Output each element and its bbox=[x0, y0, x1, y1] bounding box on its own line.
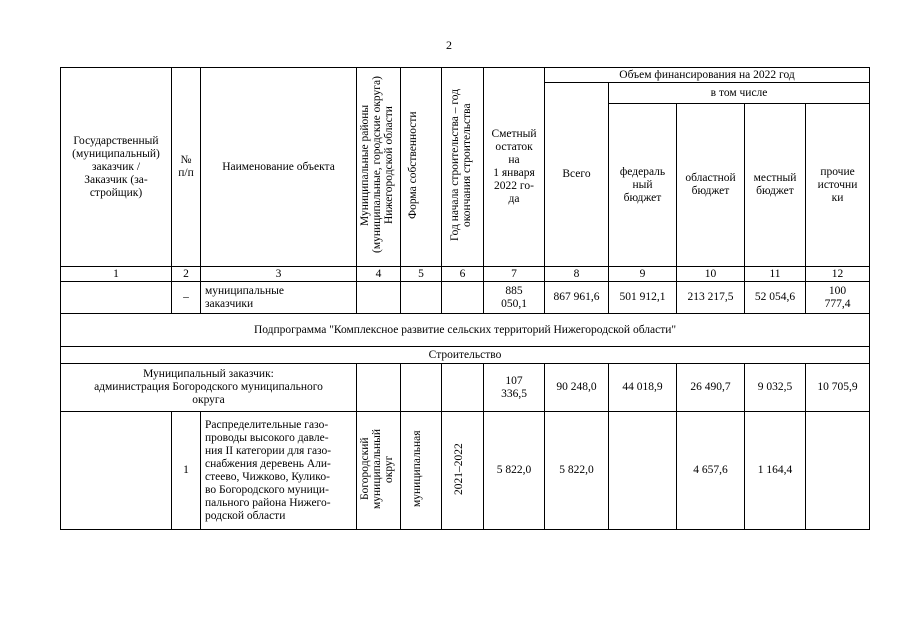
federal-value: 501 912,1 bbox=[609, 282, 677, 314]
header-number: № п/п bbox=[172, 68, 201, 267]
regional-value: 4 657,6 bbox=[677, 412, 745, 530]
column-number: 2 bbox=[172, 267, 201, 282]
column-numbers-row bbox=[61, 267, 870, 282]
other-value bbox=[806, 412, 870, 530]
header-local: местный бюджет bbox=[745, 104, 806, 267]
column-number: 11 bbox=[745, 267, 806, 282]
header-customer: Государственный (муниципальный) заказчик / Заказчик (за- стройщик) bbox=[61, 68, 172, 267]
column-number: 5 bbox=[401, 267, 442, 282]
header-federal: федераль ный бюджет bbox=[609, 104, 677, 267]
header-districts: Муниципальные районы (муниципальные, городские округа) Нижегородской области bbox=[357, 68, 401, 267]
column-number: 9 bbox=[609, 267, 677, 282]
other-value: 100 777,4 bbox=[806, 282, 870, 314]
header-regional: областной бюджет bbox=[677, 104, 745, 267]
section-title: Строительство bbox=[61, 347, 870, 364]
estimate-value: 885 050,1 bbox=[484, 282, 545, 314]
header-estimate: Сметный остаток на 1 января 2022 го- да bbox=[484, 68, 545, 267]
column-number: 12 bbox=[806, 267, 870, 282]
table-cell bbox=[357, 282, 401, 314]
column-number: 7 bbox=[484, 267, 545, 282]
table-cell bbox=[61, 282, 172, 314]
estimate-value: 5 822,0 bbox=[484, 412, 545, 530]
row-number: – bbox=[172, 282, 201, 314]
object-name: Распределительные газо- проводы высокого давле- ния II категории для газо- снабжения деревень Али- стеево, Чижково, Кулико- во Богородского муници- пального района Нижего- родской области bbox=[201, 412, 357, 530]
financing-table bbox=[60, 67, 870, 530]
table-cell bbox=[357, 364, 401, 412]
header-funding-title: Объем финансирования на 2022 год bbox=[545, 68, 870, 83]
column-number: 3 bbox=[201, 267, 357, 282]
ownership-form: муниципальная bbox=[401, 412, 442, 530]
column-number: 8 bbox=[545, 267, 609, 282]
regional-value: 213 217,5 bbox=[677, 282, 745, 314]
municipal-customers-row bbox=[61, 282, 870, 314]
column-number: 1 bbox=[61, 267, 172, 282]
object-name: муниципальные заказчики bbox=[201, 282, 357, 314]
header-years: Год начала строительства – год окончания строительства bbox=[442, 68, 484, 267]
regional-value: 26 490,7 bbox=[677, 364, 745, 412]
local-value: 52 054,6 bbox=[745, 282, 806, 314]
total-value: 90 248,0 bbox=[545, 364, 609, 412]
district-name: Богородский муниципальный округ bbox=[357, 412, 401, 530]
column-number: 6 bbox=[442, 267, 484, 282]
customer-name: Муниципальный заказчик: администрация Богородского муниципального округа bbox=[61, 364, 357, 412]
table-cell bbox=[61, 412, 172, 530]
administration-row bbox=[61, 364, 870, 412]
total-value: 5 822,0 bbox=[545, 412, 609, 530]
table-cell bbox=[401, 282, 442, 314]
project-row bbox=[61, 412, 870, 530]
column-number: 4 bbox=[357, 267, 401, 282]
construction-years: 2021–2022 bbox=[442, 412, 484, 530]
estimate-value: 107 336,5 bbox=[484, 364, 545, 412]
table-cell bbox=[401, 364, 442, 412]
row-number: 1 bbox=[172, 412, 201, 530]
header-ownership: Форма собственности bbox=[401, 68, 442, 267]
other-value: 10 705,9 bbox=[806, 364, 870, 412]
header-other: прочие источни ки bbox=[806, 104, 870, 267]
total-value: 867 961,6 bbox=[545, 282, 609, 314]
federal-value: 44 018,9 bbox=[609, 364, 677, 412]
column-number: 10 bbox=[677, 267, 745, 282]
page-number: 2 bbox=[446, 38, 452, 52]
federal-value bbox=[609, 412, 677, 530]
header-object-name: Наименование объекта bbox=[201, 68, 357, 267]
subprogram-title: Подпрограмма "Комплексное развитие сельских территорий Нижегородской области" bbox=[61, 314, 870, 347]
local-value: 1 164,4 bbox=[745, 412, 806, 530]
table-cell bbox=[442, 282, 484, 314]
table-cell bbox=[442, 364, 484, 412]
local-value: 9 032,5 bbox=[745, 364, 806, 412]
header-total: Всего bbox=[545, 83, 609, 267]
header-including: в том числе bbox=[609, 83, 870, 104]
